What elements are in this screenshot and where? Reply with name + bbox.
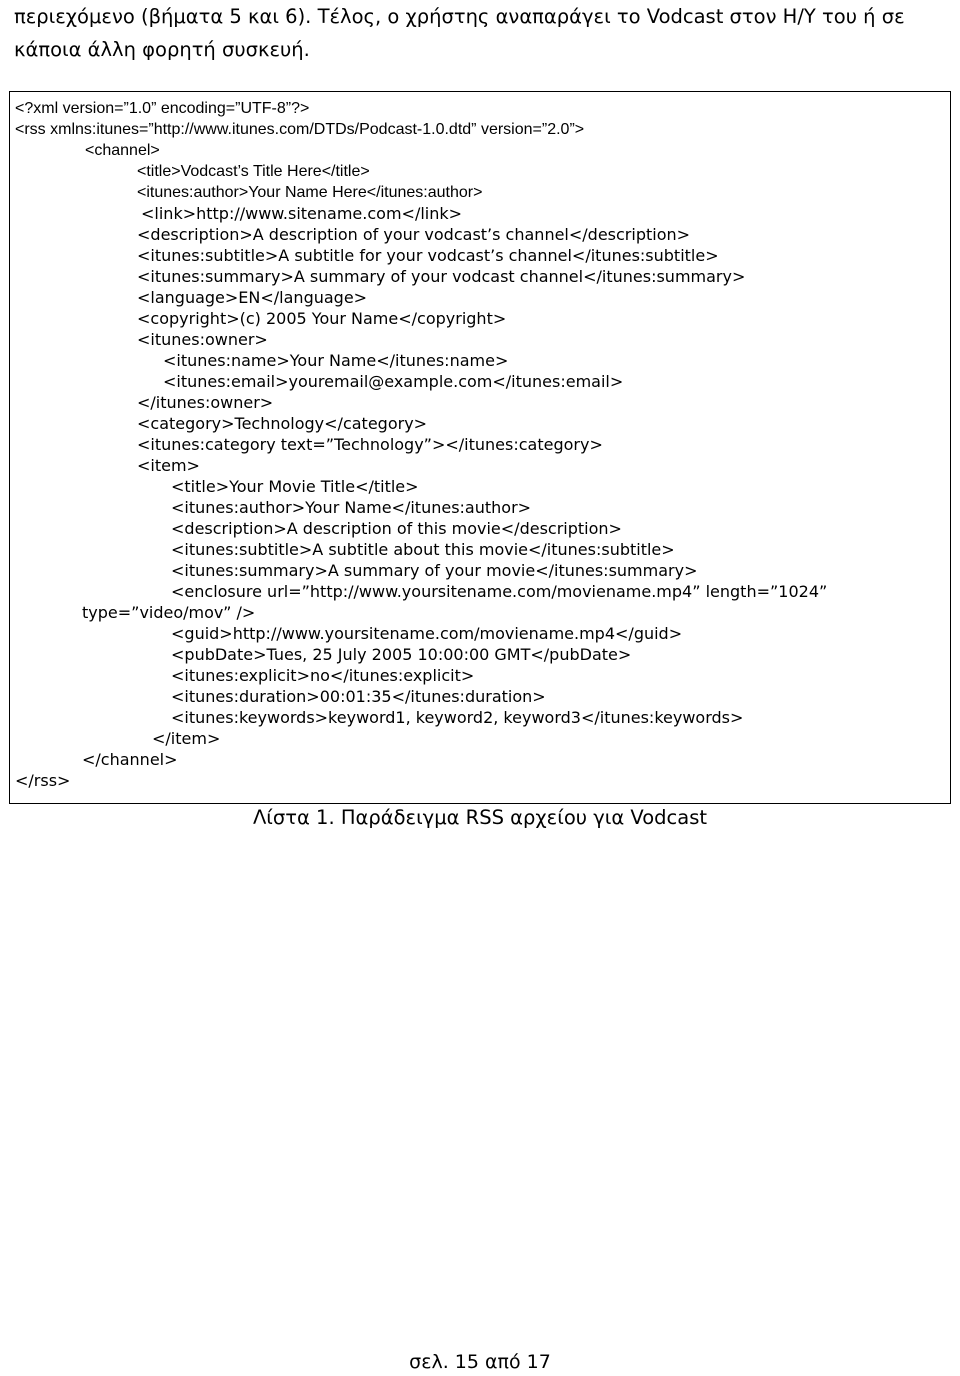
code-line: <itunes:subtitle>A subtitle for your vodcast’s channel</itunes:subtitle> <box>137 246 719 265</box>
code-line: <itunes:owner> <box>137 330 268 349</box>
code-line: <enclosure url=”http://www.yoursitename.com/moviename.mp4” length=”1024” <box>171 582 828 601</box>
code-line: <itunes:keywords>keyword1, keyword2, keyword3</itunes:keywords> <box>171 708 744 727</box>
code-line: <pubDate>Tues, 25 July 2005 10:00:00 GMT</pubDate> <box>171 645 632 664</box>
code-line: <description>A description of this movie</description> <box>171 519 622 538</box>
page-number: σελ. 15 από 17 <box>409 1351 551 1373</box>
listing-caption: Λίστα 1. Παράδειγμα RSS αρχείου για Vodcast <box>252 806 708 829</box>
code-line: <itunes:name>Your Name</itunes:name> <box>163 351 509 370</box>
code-line: <language>EN</language> <box>137 288 368 307</box>
code-line: <itunes:summary>A summary of your vodcast channel</itunes:summary> <box>137 267 746 286</box>
code-line: <link>http://www.sitename.com</link> <box>141 204 463 223</box>
code-line: <title>Your Movie Title</title> <box>171 477 419 496</box>
code-line: <itunes:author>Your Name</itunes:author> <box>171 498 532 517</box>
code-line: <itunes:subtitle>A subtitle about this movie</itunes:subtitle> <box>171 540 675 559</box>
code-line: <itunes:summary>A summary of your movie</itunes:summary> <box>171 561 698 580</box>
code-line: type=”video/mov” /> <box>82 603 256 622</box>
code-line: <item> <box>137 456 200 475</box>
code-line: <rss xmlns:itunes=”http://www.itunes.com/DTDs/Podcast-1.0.dtd” version=”2.0”> <box>15 121 585 138</box>
intro-line-2: κάποια άλλη φορητή συσκευή. <box>14 38 310 61</box>
code-line: <channel> <box>85 142 160 159</box>
code-line: <itunes:duration>00:01:35</itunes:duration> <box>171 687 546 706</box>
code-line: <?xml version=”1.0” encoding=”UTF-8”?> <box>15 100 310 117</box>
code-line: <title>Vodcast’s Title Here</title> <box>137 163 370 180</box>
code-line: <guid>http://www.yoursitename.com/moviename.mp4</guid> <box>171 624 683 643</box>
code-line: <description>A description of your vodcast’s channel</description> <box>137 225 691 244</box>
code-line: <copyright>(c) 2005 Your Name</copyright> <box>137 309 507 328</box>
intro-line-1: περιεχόμενο (βήματα 5 και 6). Τέλος, ο χρήστης αναπαράγει το Vodcast στον Η/Υ του ή σε <box>14 5 905 28</box>
code-line: </rss> <box>15 771 71 790</box>
rss-code-listing <box>9 91 951 804</box>
code-line: <category>Technology</category> <box>137 414 428 433</box>
code-line: </channel> <box>82 750 178 769</box>
code-line: <itunes:author>Your Name Here</itunes:author> <box>137 184 483 201</box>
code-line: </itunes:owner> <box>137 393 274 412</box>
code-line: </item> <box>152 729 221 748</box>
code-line: <itunes:email>youremail@example.com</itunes:email> <box>163 372 624 391</box>
intro-paragraph <box>14 0 950 66</box>
code-line: <itunes:explicit>no</itunes:explicit> <box>171 666 475 685</box>
code-line: <itunes:category text=”Technology”></itunes:category> <box>137 435 603 454</box>
